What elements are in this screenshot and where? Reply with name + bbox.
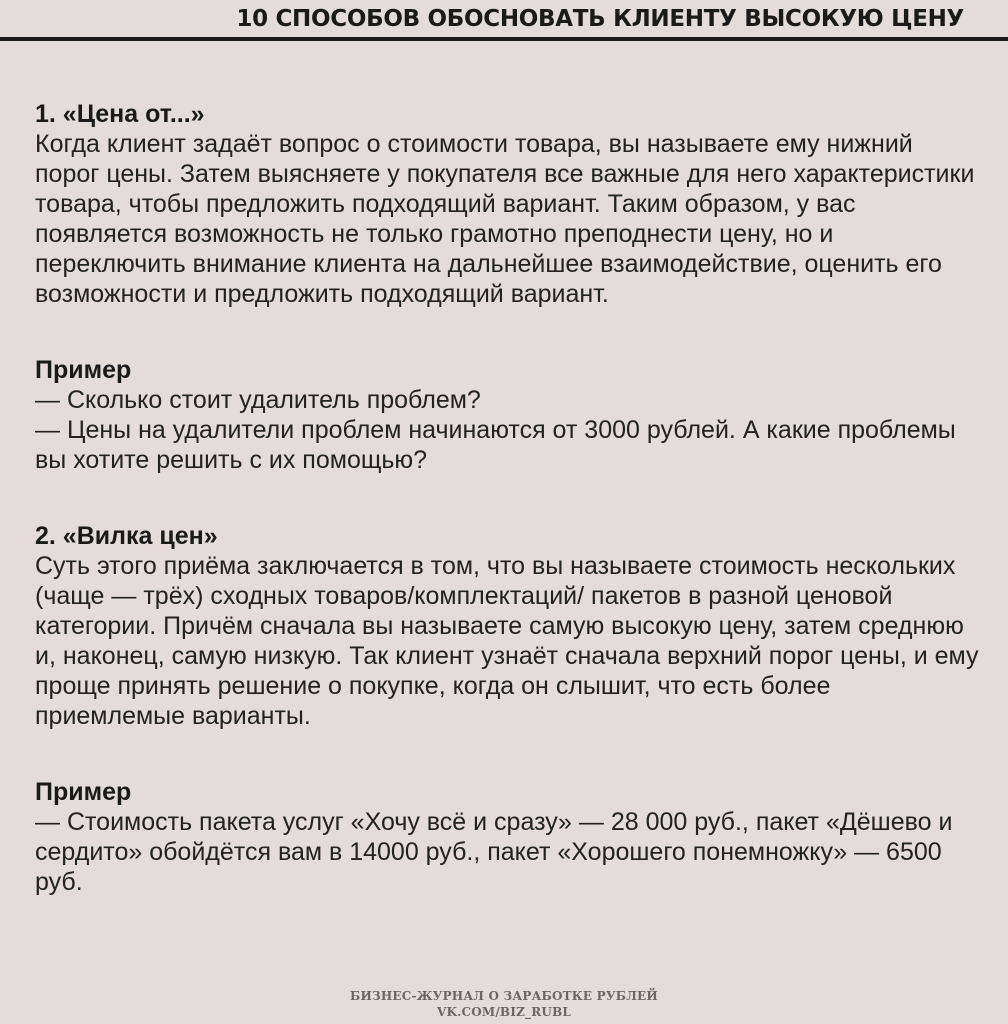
dialog-line: — Стоимость пакета услуг «Хочу всё и сразу» — 28 000 руб., пакет «Дёшево и сердито» обойдётся вам в 14000 руб., пакет «Хорошего понемножку» — 6500 руб. xyxy=(35,808,953,896)
example-heading: Пример xyxy=(35,356,132,384)
dialog-line: — Сколько стоит удалитель проблем? xyxy=(35,386,481,414)
example-dialog xyxy=(35,385,980,475)
article-content xyxy=(35,99,980,943)
example-section-price-from xyxy=(35,355,980,475)
example-heading: Пример xyxy=(35,778,132,806)
example-dialog xyxy=(35,807,980,897)
method-section-price-fork xyxy=(35,521,980,731)
page-title: 10 СПОСОБОВ ОБОСНОВАТЬ КЛИЕНТУ ВЫСОКУЮ ЦЕНУ xyxy=(236,6,964,32)
footer-journal-name: БИЗНЕС-ЖУРНАЛ О ЗАРАБОТКЕ РУБЛЕЙ xyxy=(350,989,658,1003)
section-body: Суть этого приёма заключается в том, что вы называете стоимость нескольких (чаще — трёх) сходных товаров/комплектаций/ пакетов в разной ценовой категории. Причём сначала вы называете самую высокую цену, затем среднюю и, наконец, самую низкую. Так клиент узнаёт сначала верхний порог цены, и ему проще принять решение о покупке, когда он слышит, что есть более приемлемые варианты. xyxy=(35,552,979,730)
section-heading: 1. «Цена от...» xyxy=(35,100,205,128)
section-body: Когда клиент задаёт вопрос о стоимости товара, вы называете ему нижний порог цены. Затем выясняете у покупателя все важные для него характеристики товара, чтобы предложить подходящий вариант. Таким образом, у вас появляется возможность не только грамотно преподнести цену, но и переключить внимание клиента на дальнейшее взаимодействие, оценить его возможности и предложить подходящий вариант. xyxy=(35,130,975,308)
footer-community-link[interactable]: VK.COM/BIZ_RUBL xyxy=(436,1005,572,1019)
header-divider xyxy=(0,37,1008,41)
section-heading: 2. «Вилка цен» xyxy=(35,522,218,550)
dialog-line: — Цены на удалители проблем начинаются от 3000 рублей. А какие проблемы вы хотите решить с их помощью? xyxy=(35,416,956,474)
example-section-price-fork xyxy=(35,777,980,897)
method-section-price-from xyxy=(35,99,980,309)
